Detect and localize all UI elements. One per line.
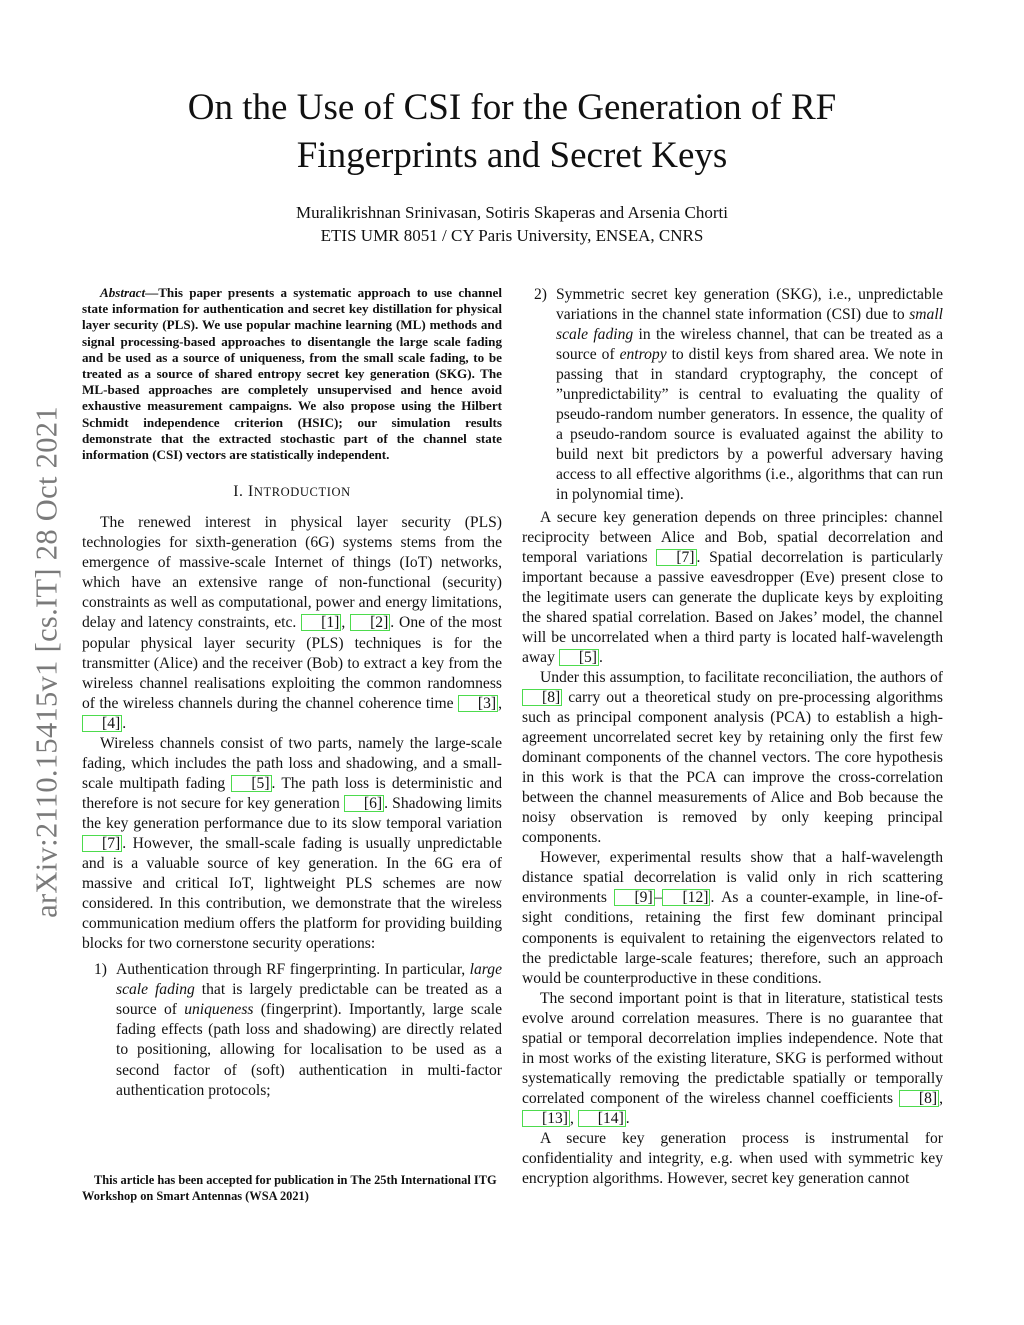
author-affiliation: ETIS UMR 8051 / CY Paris University, ENSEA, CNRS [320,226,704,245]
section-numeral: I. I [233,483,254,501]
intro-paragraph-5: However, experimental results show that a half-wavelength distance spatial decorrelation is valid only in rich scattering environments [9] – [12] . As a counter-example, in line-of-sight conditions, retaining the first few dominant principal components is equivalent to retaining the eigenvectors related to the predictable large-scale features; therefore, such an approach would be counterproductive in these conditions. [522,849,943,987]
citation-link[interactable]: [2] [350,614,390,631]
intro-paragraph-4: Under this assumption, to facilitate reconciliation, the authors of [8] carry out a theoretical study on pre-processing algorithms such as principal component analysis (PCA) to establish a high-agreement uncorrelated secret key by retaining only the first few dominant components of the channel vectors. The core hypothesis in this work is that the PCA can improve the cross-correlation between the channel measurements of Alice and Bob because the noisy observation is removed by only keeping principal components. [522,668,943,847]
citation-link[interactable]: [9] [614,889,654,906]
citation-link[interactable]: [12] [662,889,710,906]
section-heading-introduction [82,483,502,501]
citation-link[interactable]: [8] [899,1090,939,1107]
citation-link[interactable]: [1] [301,614,341,631]
citation-link[interactable]: [13] [522,1110,570,1127]
citation-link[interactable]: [14] [578,1110,626,1127]
left-column [82,285,502,1101]
citation-link[interactable]: [7] [656,549,696,566]
right-column [522,285,943,1189]
list-item-authentication [82,960,502,1100]
list-item-skg [522,285,943,506]
abstract-label: Abstract [100,285,146,300]
citation-link[interactable]: [5] [559,649,599,666]
author-block [100,201,924,247]
citation-link[interactable]: [3] [458,695,498,712]
intro-paragraph-3: A secure key generation depends on three principles: channel reciprocity between Alice and Bob, spatial decorrelation and temporal variations [7] . Spatial decorrelation is particularly important because a passive eavesdropper (Eve) present close to the legitimate users can generate the duplicate keys by exploiting the shared spatial correlation. Based on Jakes’ model, the channel will be uncorrelated when a third party is located half-wavelength away [5] . [522,508,944,666]
intro-paragraph-2: Wireless channels consist of two parts, namely the large-scale fading, which includes the path loss and shadowing, and a small-scale multipath fading [5] . The path loss is deterministic and therefore is not secure for key generation [6] . Shadowing limits the key generation performance due to its slow temporal variation [7] . However, the small-scale fading is usually unpredictable and is a valuable source of key generation. In the 6G era of massive and critical IoT, lightweight PLS schemes are now considered. In this contribution, we demonstrate that the wireless communication medium offers the platform for providing building blocks for two cornerstone security operations: [82,734,502,953]
intro-paragraph-7: A secure key generation process is instrumental for confidentiality and integrity, e.g. when used with symmetric key encryption algorithms. However, secret key generation cannot [522,1129,943,1188]
section-title: NTRODUCTION [253,485,351,500]
publication-footnote: This article has been accepted for publication in The 25th International ITG Workshop on Smart Antennas (WSA 2021) [82,1173,497,1203]
title-line-2: Fingerprints and Secret Keys [296,135,728,176]
list-item-number: 1) [94,961,107,979]
intro-paragraph-1: The renewed interest in physical layer security (PLS) technologies for sixth-generation (6G) systems stems from the emergence of massive-scale Internet of things (IoT) networks, which have an extensive range of non-functional (security) constraints as well as computational, power and energy limitations, delay and latency constraints, etc. [1] , [2] . One of the most popular physical layer security (PLS) techniques is for the transmitter (Alice) and the receiver (Bob) to extract a key from the wireless channel realisations exploiting the common randomness of the wireless channels during the channel coherence time [3] , [4] . [82,514,502,732]
abstract-text: —This paper presents a systematic approach to use channel state information for authentication and secret key distillation for physical layer security (PLS). We use popular machine learning (ML) methods and signal processing-based approaches to disentangle the large scale fading and be used as a source of uniqueness, from the small scale fading, to be treated as a source of shared entropy secret key generation (SKG). The ML-based approaches are completely unsupervised and hence avoid exhaustive measurement campaigns. We also propose using the Hilbert Schmidt independence criterion (HSIC); our simulation results demonstrate that the extracted stochastic part of the channel state information (CSI) vectors are statistically independent. [82,285,502,463]
citation-link[interactable]: [7] [82,835,122,852]
citation-link[interactable]: [5] [231,775,271,792]
paper-title [100,84,924,180]
citation-link[interactable]: [4] [82,715,122,732]
citation-link[interactable]: [8] [522,689,562,706]
author-names: Muralikrishnan Srinivasan, Sotiris Skaperas and Arsenia Chorti [295,203,729,222]
list-item-text: Authentication through RF fingerprinting. In particular, large scale fading that is largely predictable can be treated as a source of uniqueness (fingerprint). Importantly, large scale fading effects (path loss and shadowing) are directly related to positioning, allowing for localisation to be used as a second factor of (soft) authentication in multi-factor authentication protocols; [116,961,502,1099]
arxiv-identifier: arXiv:2110.15415v1 [cs.IT] 28 Oct 2021 [29,406,64,918]
intro-paragraph-6: The second important point is that in literature, statistical tests evolve around correlation measures. There is no guarantee that spatial or temporal decorrelation implies independence. Note that in most works of the existing literature, SKG is performed without systematically removing the predictable spatially or temporally correlated component of the wireless channel coefficients [8] , [13] , [14] . [522,989,943,1127]
citation-link[interactable]: [6] [344,795,384,812]
list-item-text: Symmetric secret key generation (SKG), i.e., unpredictable variations in the channel state information (CSI) due to small scale fading in the wireless channel, that can be treated as a source of entropy to distil keys from shared area. We note in passing that in standard cryptography, the concept of ”unpredictability” is central to evaluating the quality of pseudo-random number generators. In essence, the quality of a pseudo-random source is evaluated against the ability to build next bit predictors by a powerful adversary having access to all effective algorithms (i.e., algorithms that can run in polynomial time). [556,286,943,504]
title-line-1: On the Use of CSI for the Generation of RF [187,87,837,128]
abstract [82,285,502,463]
arxiv-identifier-sidebar [20,372,74,952]
list-item-number: 2) [534,286,547,303]
